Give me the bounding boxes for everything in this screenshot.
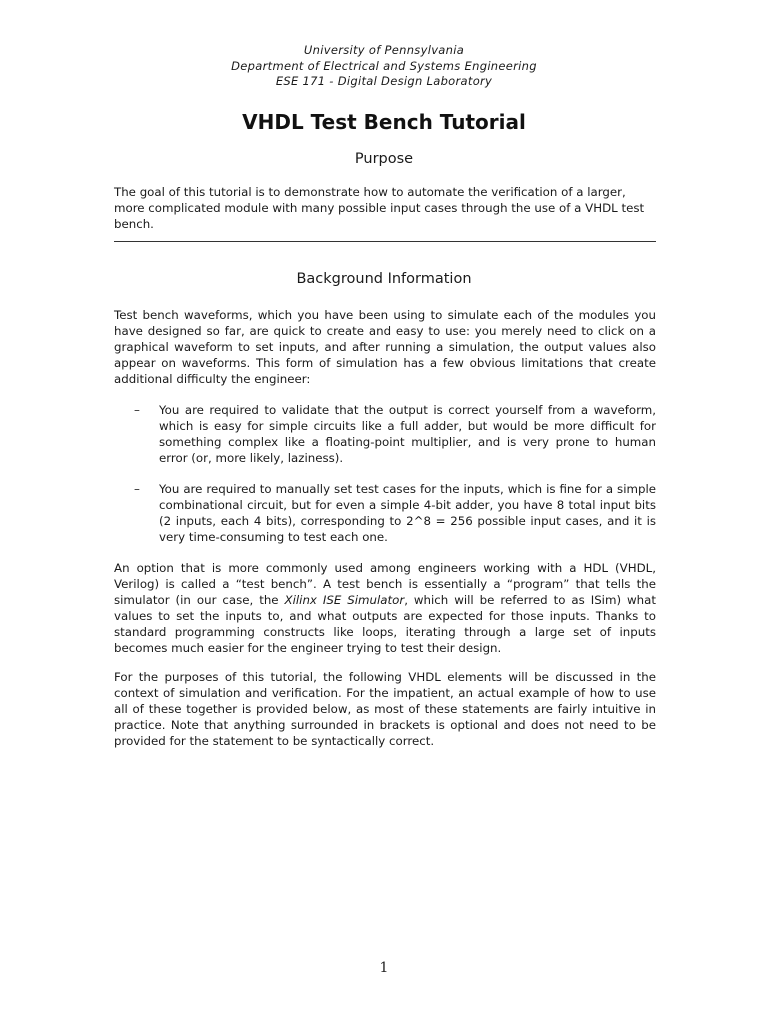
background-intro-paragraph: Test bench waveforms, which you have been using to simulate each of the modules you have designed so far, are quick to create and easy to use: you merely need to click on a graphical waveform to set inputs, and after running a simulation, the output values also appear on waveforms. This form of simulation has a few obvious limitations that create additional difficulty the engineer: — [114, 308, 656, 387]
document-title: VHDL Test Bench Tutorial — [242, 110, 526, 134]
background-heading: Background Information — [296, 271, 472, 287]
simulator-name: Xilinx ISE Simulator — [284, 593, 405, 608]
header-course: ESE 171 - Digital Design Laboratory — [275, 74, 493, 88]
page-number: 1 — [379, 960, 389, 976]
bullet-dash: – — [134, 403, 140, 417]
section-divider — [114, 241, 656, 242]
header-department: Department of Electrical and Systems Engineering — [231, 58, 537, 73]
test-bench-text-part1: An option that is more commonly used among engineers working with a HDL (VHDL, Verilog) is called a “test bench”. A test bench is essentially a “program” that tells the simulator (in our case, the — [114, 561, 656, 608]
header-university: University of Pennsylvania — [303, 43, 465, 57]
test-bench-paragraph — [114, 560, 656, 657]
bullet-text: You are required to manually set test cases for the inputs, which is fine for a simple combinational circuit, but for even a simple 4-bit adder, you have 8 total input bits (2 inputs, each 4 bits), corresponding to 2^8 = 256 possible input cases, and it is very time-consuming to test each one. — [159, 482, 656, 545]
purpose-paragraph: The goal of this tutorial is to demonstrate how to automate the verification of a larger, more complicated module with many possible input cases through the use of a VHDL test bench. — [114, 185, 645, 232]
purpose-heading: Purpose — [354, 151, 414, 167]
bullet-text: You are required to validate that the output is correct yourself from a waveform, which is easy for simple circuits like a full adder, but would be more difficult for something complex like a floating-point multiplier, and is very prone to human error (or, more likely, laziness). — [159, 403, 656, 466]
bullet-dash: – — [134, 482, 140, 496]
document-header — [0, 43, 768, 90]
test-bench-text-part2: , which will be referred to as ISim) what values to set the inputs to, and what outputs are expected for those inputs. Thanks to standard programming constructs like loops, iterating through a large set of inputs becomes much easier for the engineer trying to test their design. — [114, 593, 656, 656]
purposes-paragraph: For the purposes of this tutorial, the following VHDL elements will be discussed in the context of simulation and verification. For the impatient, an actual example of how to use all of these together is provided below, as most of these statements are fairly intuitive in practice. Note that anything surrounded in brackets is optional and does not need to be provided for the statement to be syntactically correct. — [114, 670, 656, 749]
